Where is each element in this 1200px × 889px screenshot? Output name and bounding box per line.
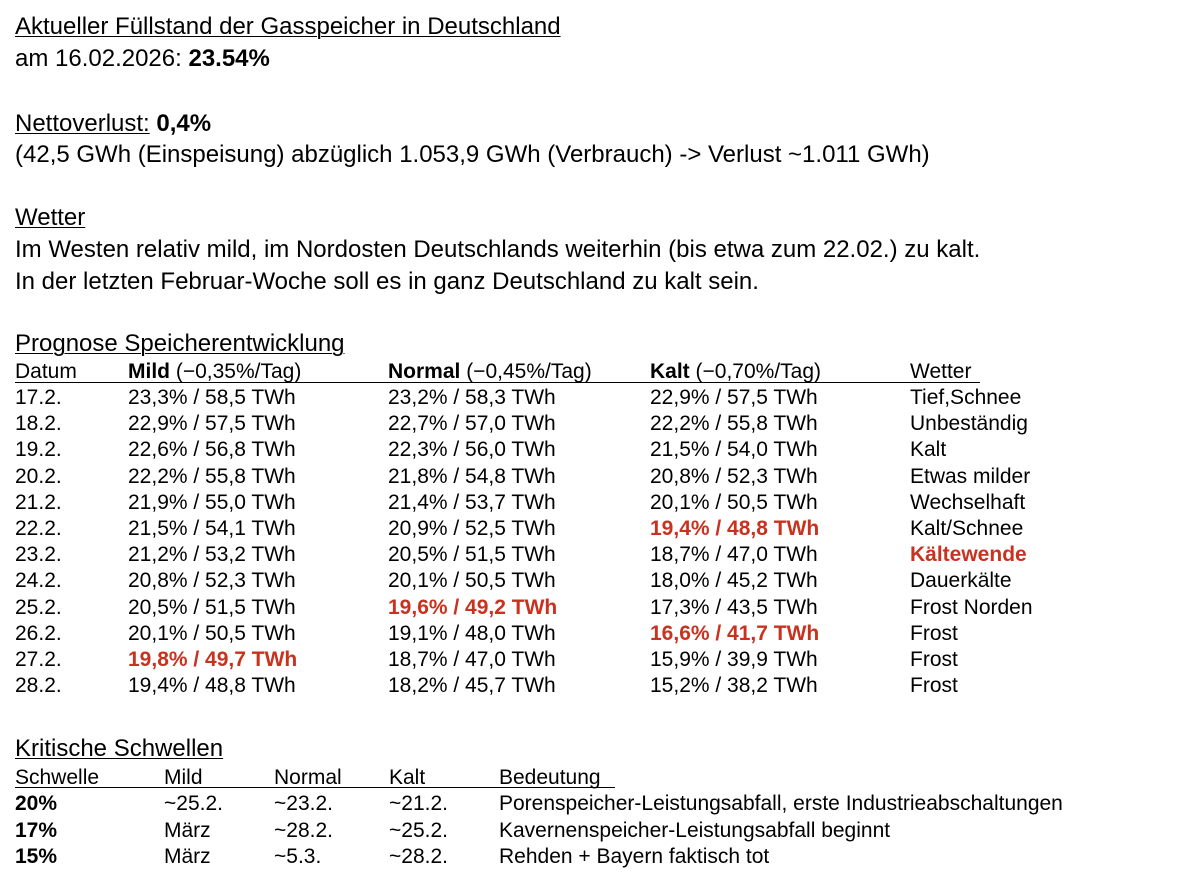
forecast-mild: 22,6% / 56,8 TWh [128,438,296,462]
forecast-mild: 22,2% / 55,8 TWh [128,464,296,488]
fill-level-value: 23.54% [188,45,270,72]
threshold-cold: ~21.2. [389,792,448,816]
forecast-cold: 18,7% / 47,0 TWh [650,543,818,567]
forecast-cold: 20,8% / 52,3 TWh [650,464,818,488]
page-title: Aktueller Füllstand der Gasspeicher in Deutschland [15,13,561,40]
weather-text-2: In der letzten Februar-Woche soll es in ganz Deutschland zu kalt sein. [15,268,759,295]
forecast-date: 20.2. [15,464,62,488]
forecast-date: 19.2. [15,438,62,462]
weather-text-1: Im Westen relativ mild, im Nordosten Deutschlands weiterhin (bis etwa zum 22.02.) zu kalt. [15,236,981,263]
threshold-row [15,791,1155,817]
forecast-header-row [15,359,1055,385]
forecast-date: 17.2. [15,386,62,409]
forecast-cold: 21,5% / 54,0 TWh [650,438,818,462]
forecast-table [15,359,1055,699]
forecast-mild: 20,8% / 52,3 TWh [128,569,296,593]
forecast-header-mild-rate: (−0,35%/Tag) [170,360,302,383]
forecast-weather: Dauerkälte [910,569,1012,593]
forecast-header-normal-rate: (−0,45%/Tag) [460,360,592,383]
forecast-header-mild [128,359,301,385]
thresholds-header-cold: Kalt [389,766,426,789]
forecast-row [15,411,1055,437]
fill-level-line [15,45,270,73]
forecast-weather: Frost [910,674,958,698]
forecast-mild: 21,5% / 54,1 TWh [128,516,296,540]
forecast-row [15,542,1055,568]
threshold-normal: ~23.2. [274,792,333,816]
forecast-cold: 15,9% / 39,9 TWh [650,647,818,671]
threshold-value: 20% [15,792,58,816]
forecast-cold: 20,1% / 50,5 TWh [650,490,818,514]
net-loss-label: Nettoverlust: [15,110,150,137]
forecast-normal: 22,7% / 57,0 TWh [388,412,556,436]
thresholds-table [15,765,1155,870]
forecast-mild: 21,2% / 53,2 TWh [128,543,296,567]
forecast-normal-highlight: 19,6% / 49,2 TWh [388,595,558,619]
threshold-meaning: Kavernenspeicher-Leistungsabfall beginnt [499,818,891,842]
forecast-cold: 17,3% / 43,5 TWh [650,595,818,619]
net-loss-value: 0,4% [156,110,212,137]
forecast-weather: Tief,Schnee [910,386,1022,409]
thresholds-header-threshold: Schwelle [15,766,100,789]
forecast-weather-highlight: Kältewende [910,543,1027,567]
thresholds-header-mild: Mild [164,766,203,789]
threshold-meaning: Porenspeicher-Leistungsabfall, erste Industrieabschaltungen [499,792,1063,816]
forecast-cold: 22,2% / 55,8 TWh [650,412,818,436]
forecast-cold: 15,2% / 38,2 TWh [650,674,818,698]
forecast-weather: Frost Norden [910,595,1033,619]
forecast-normal: 18,2% / 45,7 TWh [388,674,556,698]
threshold-mild: März [164,844,211,868]
forecast-row [15,568,1055,594]
forecast-date: 25.2. [15,595,62,619]
threshold-value: 15% [15,844,58,868]
forecast-row [15,595,1055,621]
forecast-date: 22.2. [15,516,62,540]
net-loss-detail: (42,5 GWh (Einspeisung) abzüglich 1.053,9 GWh (Verbrauch) -> Verlust ~1.011 GWh) [15,141,930,168]
forecast-weather: Etwas milder [910,464,1031,488]
forecast-weather: Unbeständig [910,412,1028,436]
threshold-mild: ~25.2. [164,792,223,816]
forecast-row [15,437,1055,463]
forecast-row [15,464,1055,490]
forecast-cold: 22,9% / 57,5 TWh [650,386,818,409]
forecast-mild: 22,9% / 57,5 TWh [128,412,296,436]
threshold-cold: ~28.2. [389,844,448,868]
forecast-header-cold [650,359,821,385]
forecast-mild-highlight: 19,8% / 49,7 TWh [128,647,298,671]
forecast-weather: Kalt/Schnee [910,516,1024,540]
threshold-normal: ~28.2. [274,818,333,842]
thresholds-header-row [15,765,1155,791]
forecast-row [15,673,1055,699]
forecast-header-mild-label: Mild [128,360,170,383]
forecast-normal: 21,8% / 54,8 TWh [388,464,556,488]
forecast-normal: 21,4% / 53,7 TWh [388,490,556,514]
forecast-title: Prognose Speicherentwicklung [15,330,345,357]
forecast-header-cold-rate: (−0,70%/Tag) [689,360,822,383]
forecast-header-normal-label: Normal [388,360,461,383]
forecast-mild: 20,1% / 50,5 TWh [128,621,296,645]
forecast-row [15,385,1055,411]
thresholds-title: Kritische Schwellen [15,735,224,762]
forecast-row [15,490,1055,516]
forecast-date: 21.2. [15,490,62,514]
forecast-date: 28.2. [15,674,62,698]
forecast-weather: Wechselhaft [910,490,1026,514]
forecast-cold-highlight: 16,6% / 41,7 TWh [650,621,820,645]
forecast-cold-highlight: 19,4% / 48,8 TWh [650,516,820,540]
forecast-normal: 20,9% / 52,5 TWh [388,516,556,540]
forecast-mild: 20,5% / 51,5 TWh [128,595,296,619]
forecast-weather: Frost [910,621,958,645]
threshold-row [15,818,1155,844]
forecast-header-weather: Wetter [910,360,972,383]
threshold-meaning: Rehden + Bayern faktisch tot [499,844,770,868]
fill-level-date: am 16.02.2026: [15,45,189,72]
threshold-row [15,844,1155,870]
forecast-header-date: Datum [15,360,77,383]
forecast-date: 18.2. [15,412,62,436]
forecast-row [15,516,1055,542]
forecast-weather: Frost [910,647,958,671]
forecast-row [15,647,1055,673]
net-loss-line [15,110,211,138]
threshold-value: 17% [15,818,58,842]
forecast-normal: 20,1% / 50,5 TWh [388,569,556,593]
forecast-cold: 18,0% / 45,2 TWh [650,569,818,593]
weather-title: Wetter [15,204,86,231]
forecast-mild: 23,3% / 58,5 TWh [128,386,296,409]
forecast-normal: 18,7% / 47,0 TWh [388,647,556,671]
forecast-mild: 21,9% / 55,0 TWh [128,490,296,514]
forecast-date: 26.2. [15,621,62,645]
forecast-header-normal [388,359,592,385]
forecast-weather: Kalt [910,438,947,462]
thresholds-header-meaning: Bedeutung [499,766,601,789]
forecast-normal: 23,2% / 58,3 TWh [388,386,556,409]
thresholds-header-normal: Normal [274,766,342,789]
threshold-normal: ~5.3. [274,844,322,868]
forecast-date: 23.2. [15,543,62,567]
threshold-cold: ~25.2. [389,818,448,842]
forecast-header-cold-label: Kalt [650,360,690,383]
forecast-normal: 22,3% / 56,0 TWh [388,438,556,462]
forecast-date: 24.2. [15,569,62,593]
forecast-normal: 20,5% / 51,5 TWh [388,543,556,567]
forecast-normal: 19,1% / 48,0 TWh [388,621,556,645]
forecast-row [15,621,1055,647]
threshold-mild: März [164,818,211,842]
forecast-mild: 19,4% / 48,8 TWh [128,674,296,698]
forecast-date: 27.2. [15,647,62,671]
